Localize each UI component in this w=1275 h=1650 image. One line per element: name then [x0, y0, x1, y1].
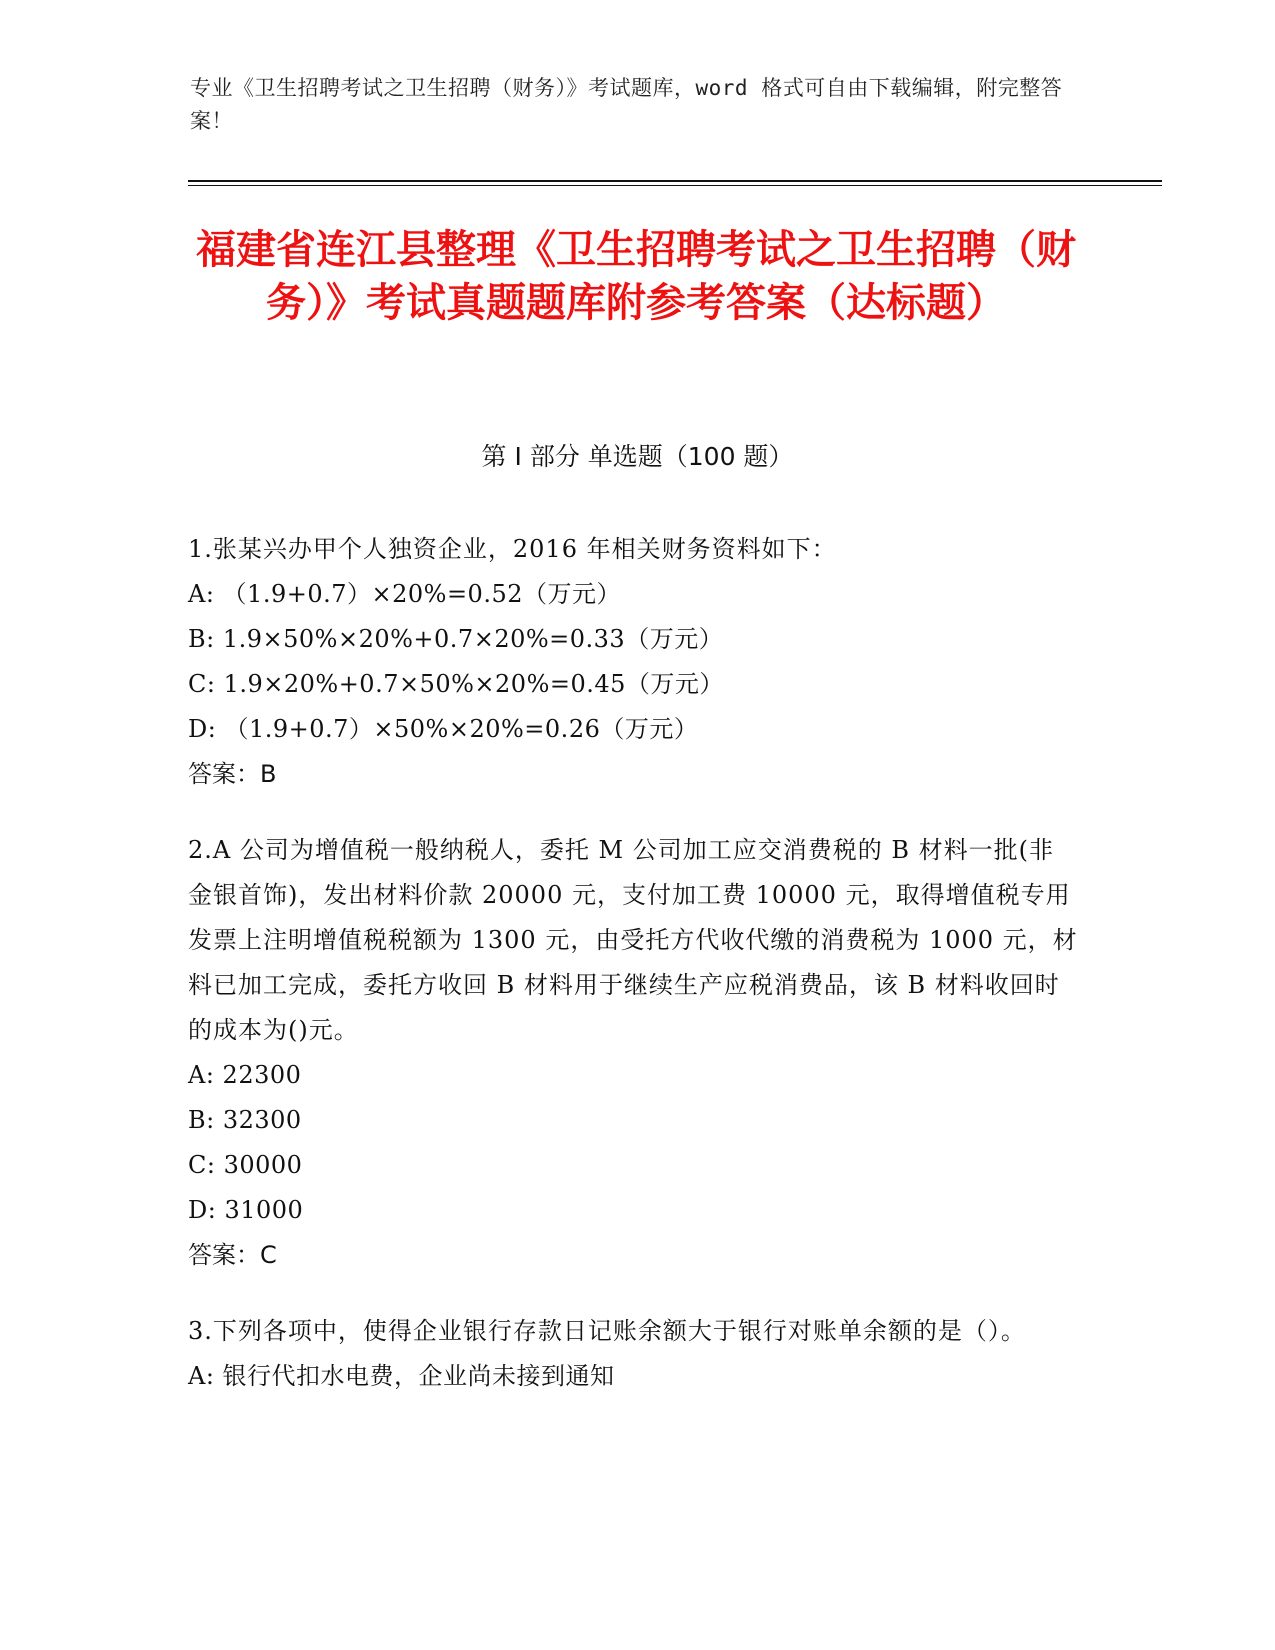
option-d: D: （1.9+0.7）×50%×20%=0.26（万元）	[188, 715, 699, 743]
question-1	[188, 527, 1078, 797]
option-a: A: （1.9+0.7）×20%=0.52（万元）	[188, 580, 621, 608]
option-d: D: 31000	[188, 1196, 304, 1224]
header-note: 专业《卫生招聘考试之卫生招聘（财务）》考试题库，word 格式可自由下载编辑，附完整答案！	[190, 76, 1063, 133]
option-a: A: 银行代扣水电费，企业尚未接到通知	[188, 1362, 615, 1390]
header-divider	[188, 180, 1162, 182]
question-3	[188, 1309, 1078, 1399]
question-stem: 3.下列各项中，使得企业银行存款日记账余额大于银行对账单余额的是（）。	[188, 1317, 1026, 1345]
option-c: C: 30000	[188, 1151, 303, 1179]
option-b: B: 1.9×50%×20%+0.7×20%=0.33（万元）	[188, 625, 724, 653]
option-b: B: 32300	[188, 1106, 302, 1134]
answer: 答案：B	[188, 760, 277, 788]
document-title: 福建省连江县整理《卫生招聘考试之卫生招聘（财务）》考试真题题库附参考答案（达标题）	[196, 227, 1076, 326]
section-title: 第 I 部分 单选题（100 题）	[481, 442, 794, 471]
answer: 答案：C	[188, 1241, 277, 1269]
question-list	[188, 527, 1078, 1430]
option-a: A: 22300	[188, 1061, 302, 1089]
question-2	[188, 828, 1078, 1278]
header-divider-thin	[188, 185, 1162, 186]
question-stem: 1.张某兴办甲个人独资企业，2016 年相关财务资料如下：	[188, 535, 837, 563]
option-c: C: 1.9×20%+0.7×50%×20%=0.45（万元）	[188, 670, 724, 698]
question-stem: 2.A 公司为增值税一般纳税人，委托 M 公司加工应交消费税的 B 材料一批(非金银首饰)，发出材料价款 20000 元，支付加工费 10000 元，取得增值税专用发票上注明增值税税额为 1300 元，由受托方代收代缴的消费税为 1000 元，材料已加工完成，委托方收回 B 材料用于继续生产应税消费品，该 B 材料收回时的成本为()元。	[188, 836, 1078, 1044]
